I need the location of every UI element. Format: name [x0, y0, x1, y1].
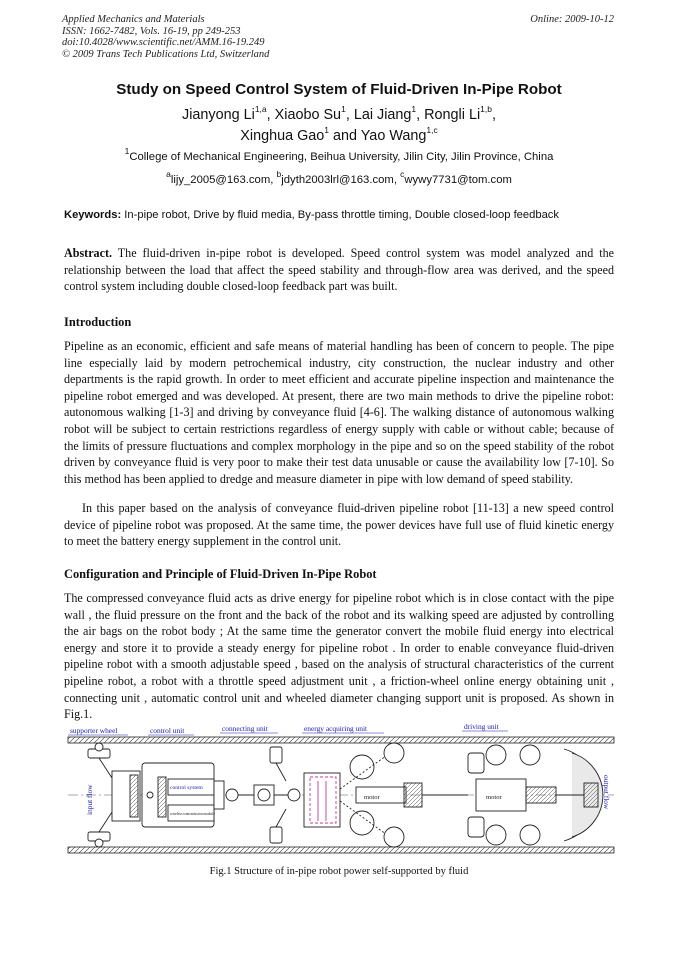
author-5: Xinghua Gao$^1$ and: [240, 125, 361, 144]
label-connecting-unit: connecting unit: [222, 724, 268, 733]
config-paragraph: The compressed conveyance fluid acts as drive energy for pipeline robot which is in close contact with the pipe wall , the fluid pressure on the front and the back of the robot and its walking speed are adjusted by controlling the air bags on the robot body ; At the same time the generator convert the mobile fluid energy into electrical energy and store it to provide a steady energy for pipeline robot . In order to enable conveyance fluid-driven pipeline robot with a smooth adjustable speed , based on the analysis of structural characteristics of the current pipeline robot, a robot with a throttle speed adjustment unit , a friction-wheel online energy obtaining unit , connecting unit , automatic control unit and wheeled diameter changing support unit is proposed. As shown in Fig.1.: [64, 591, 614, 722]
email-b[interactable]: jdyth2003lrl@163.com,: [281, 174, 401, 186]
label-input-flow: input flow: [85, 784, 94, 815]
pipe-wall-bottom: [68, 847, 614, 853]
author-4: Rongli Li$^{1,b}$,: [424, 104, 496, 123]
label-control-system: control system: [170, 785, 203, 791]
pipe-wall-top: [68, 737, 614, 743]
config-heading: Configuration and Principle of Fluid-Driven In-Pipe Robot: [64, 567, 377, 581]
email-a[interactable]: lijy_2005@163.com,: [170, 174, 277, 186]
figure-caption: Fig.1 Structure of in-pipe robot power self-supported by fluid: [209, 866, 469, 877]
copyright-line: © 2009 Trans Tech Publications Ltd, Switzerland: [62, 48, 270, 60]
label-output-flow: output flow: [602, 775, 611, 810]
online-date: Online: 2009-10-12: [530, 14, 614, 25]
author-2: Xiaobo Su$^1$,: [274, 104, 354, 123]
keywords: Keywords: In-pipe robot, Drive by fluid media, By-pass throttle timing, Double closed-loop feedback: [64, 209, 559, 221]
journal-header: [62, 14, 269, 60]
email-list: $^a$lijy_2005@163.com, $^b$jdyth2003lrl@163.com, $^c$wywy7731@tom.com: [166, 169, 512, 186]
label-energy-acquiring-unit: energy acquiring unit: [304, 724, 368, 733]
author-list: [0, 105, 678, 147]
label-leaders: [68, 731, 508, 735]
energy-acquiring-unit: [304, 743, 468, 847]
author-6: Yao Wang$^{1,c}$: [360, 125, 438, 144]
label-supporter-wheel: supporter wheel: [70, 726, 118, 735]
journal-name: Applied Mechanics and Materials: [62, 14, 205, 25]
connecting-unit: [238, 747, 300, 843]
control-unit-body: [112, 763, 238, 827]
intro-paragraph-1: Pipeline as an economic, efficient and safe means of material handling has been of concern to people. The pipe line especially laid by modern petrochemical industry, city construction, the nuclear industry and other departments is the rapid growth. In order to meet efficient and accurate pipeline inspection and maintenance the pipeline robot emerged and was developed. At present, there are two main methods to drive the pipeline robot: autonomous walking [1-3] and driving by conveyance fluid [4-6]. The walking distance of autonomous walking robot will be subject to certain restrictions regardless of energy supply with cable or without cable; because of the limits of pressure fluctuations and complex morphology in the pipe and so on the speed stability of the robot driven by conveyance fluid is very poor to make their test data unusable or cause the availability low [7-10]. So this method has been applied to dredge and measure diameter in pipe with low demand of speed stability.: [64, 339, 614, 486]
issn-line: ISSN: 1662-7482, Vols. 16-19, pp 249-253: [62, 25, 241, 37]
label-motor-2: motor: [486, 794, 502, 801]
doi-line[interactable]: doi:10.4028/www.scientific.net/AMM.16-19.249: [62, 37, 265, 49]
paper-title: Study on Speed Control System of Fluid-Driven In-Pipe Robot: [116, 81, 562, 98]
intro-paragraph-2: In this paper based on the analysis of conveyance fluid-driven pipeline robot [11-13] a new speed control device of pipeline robot was proposed. At the same time, the power devices have full use of fluid kinetic energy to meet the battery energy supplement in the control unit.: [64, 501, 614, 549]
author-1: Jianyong Li$^{1,a}$,: [182, 104, 275, 123]
label-wireless-module: wireless transmission module: [170, 812, 215, 816]
intro-heading: Introduction: [64, 315, 132, 329]
affiliation: $^1$College of Mechanical Engineering, Beihua University, Jilin City, Jilin Province, China: [124, 146, 554, 163]
robot-structure-diagram: [64, 723, 616, 863]
email-c[interactable]: wywy7731@tom.com: [404, 174, 512, 186]
label-motor-1: motor: [364, 794, 380, 801]
figure-1: [64, 723, 616, 863]
abstract-paragraph: Abstract. The fluid-driven in-pipe robot is developed. Speed control system was model analyzed and the relationship between the load that affect the speed stability and through-flow area was derived, and the speed control system including double closed-loop feedback part was built.: [64, 246, 614, 294]
author-3: Lai Jiang$^1$,: [353, 104, 425, 123]
label-driving-unit: driving unit: [464, 723, 499, 731]
label-control-unit: control unit: [150, 726, 185, 735]
